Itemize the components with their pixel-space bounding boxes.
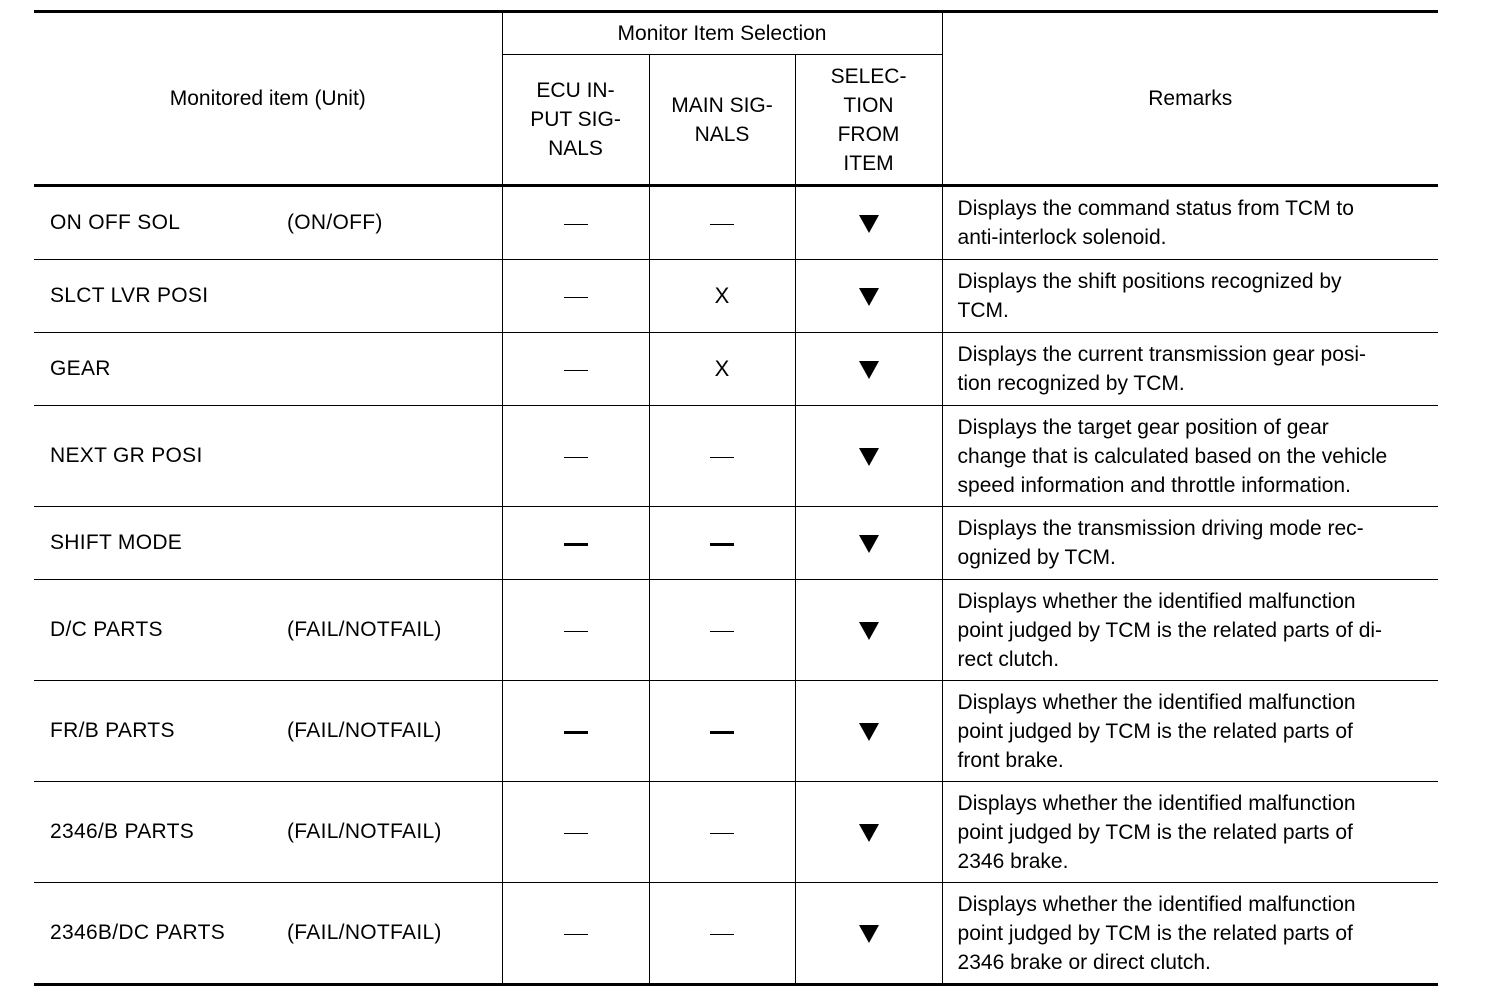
remarks-cell	[942, 507, 1438, 580]
remark-line: point judged by TCM is the related parts of	[957, 921, 1353, 945]
header-selection-line: FROM	[837, 122, 900, 146]
table-row	[34, 883, 1438, 985]
remark-line: TCM.	[957, 299, 1009, 322]
dash-marker-icon	[564, 370, 588, 371]
item-unit: (FAIL/NOTFAIL)	[287, 820, 442, 843]
remark-line: Displays whether the identified malfunction	[957, 589, 1356, 613]
main-signals-cell	[649, 406, 795, 507]
triangle-marker-icon	[859, 535, 879, 553]
remark-line: 2346 brake.	[957, 849, 1069, 873]
remark-line: tion recognized by TCM.	[957, 372, 1185, 395]
remark-line: Displays whether the identified malfunction	[957, 690, 1356, 714]
ecu-input-signals-cell	[502, 782, 649, 883]
table-row	[34, 580, 1438, 681]
header-ecu-line: ECU IN-	[536, 79, 615, 102]
dash-marker-icon	[564, 631, 588, 632]
header-ecu-line: PUT SIG-	[530, 108, 621, 131]
remark-line: rect clutch.	[957, 647, 1060, 671]
table-row	[34, 260, 1438, 333]
remark-line: point judged by TCM is the related parts of di-	[957, 618, 1383, 642]
dash-marker-icon	[710, 833, 734, 834]
remarks-cell	[942, 580, 1438, 681]
remark-line: Displays the shift positions recognized by	[957, 270, 1342, 293]
table-row	[34, 681, 1438, 782]
dash-marker-icon	[564, 224, 588, 225]
monitored-item-cell	[34, 406, 502, 507]
triangle-marker-icon	[859, 215, 879, 233]
main-signals-cell	[649, 883, 795, 985]
monitored-item-cell	[34, 782, 502, 883]
table-row	[34, 333, 1438, 406]
item-unit: (FAIL/NOTFAIL)	[287, 719, 442, 742]
header-ecu-input-signals	[502, 55, 649, 186]
dash-marker-icon	[564, 833, 588, 834]
remark-line: ognized by TCM.	[957, 546, 1116, 569]
selection-from-item-cell	[795, 580, 942, 681]
remarks-cell	[942, 883, 1438, 985]
main-signals-cell	[649, 260, 795, 333]
remark-line: Displays the command status from TCM to	[957, 197, 1354, 220]
header-ecu-line: NALS	[548, 137, 603, 160]
item-name: 2346/B PARTS	[50, 820, 195, 843]
header-main-line: NALS	[694, 122, 750, 146]
remark-line: change that is calculated based on the vehicle	[957, 444, 1388, 468]
main-signals-cell	[649, 782, 795, 883]
dash-marker-icon	[710, 457, 734, 458]
remarks-cell	[942, 782, 1438, 883]
remark-line: Displays the target gear position of gear	[957, 415, 1329, 439]
x-marker: X	[714, 356, 730, 381]
selection-from-item-cell	[795, 681, 942, 782]
header-selection-line: SELEC-	[830, 64, 907, 88]
triangle-marker-icon	[859, 361, 879, 379]
selection-from-item-cell	[795, 883, 942, 985]
dash-marker-icon	[564, 297, 588, 298]
triangle-marker-icon	[859, 288, 879, 306]
remark-line: Displays whether the identified malfunction	[957, 892, 1356, 916]
selection-from-item-cell	[795, 186, 942, 260]
ecu-input-signals-cell	[502, 883, 649, 985]
remark-line: anti-interlock solenoid.	[957, 226, 1167, 249]
item-name: SLCT LVR POSI	[50, 284, 209, 307]
header-monitor-item-selection: Monitor Item Selection	[502, 12, 942, 55]
main-signals-cell	[649, 580, 795, 681]
item-unit: (FAIL/NOTFAIL)	[287, 921, 442, 944]
item-unit: (FAIL/NOTFAIL)	[287, 618, 442, 641]
item-name: NEXT GR POSI	[50, 444, 203, 467]
header-selection-from-item	[795, 55, 942, 186]
dash-marker-icon	[710, 934, 734, 935]
monitored-item-cell	[34, 507, 502, 580]
monitored-item-cell	[34, 333, 502, 406]
dash-marker-icon	[564, 543, 588, 546]
header-monitored-item: Monitored item (Unit)	[34, 12, 502, 186]
selection-from-item-cell	[795, 406, 942, 507]
dash-marker-icon	[710, 543, 734, 546]
dash-marker-icon	[564, 457, 588, 458]
remarks-cell	[942, 186, 1438, 260]
item-name: FR/B PARTS	[50, 719, 175, 742]
remark-line: point judged by TCM is the related parts of	[957, 820, 1353, 844]
header-remarks: Remarks	[942, 12, 1438, 186]
item-name: 2346B/DC PARTS	[50, 921, 225, 944]
monitored-item-cell	[34, 580, 502, 681]
header-main-line: MAIN SIG-	[671, 93, 773, 117]
remark-line: Displays whether the identified malfunction	[957, 791, 1356, 815]
remarks-cell	[942, 260, 1438, 333]
item-name: SHIFT MODE	[50, 531, 183, 554]
table-row	[34, 406, 1438, 507]
ecu-input-signals-cell	[502, 333, 649, 406]
item-name: ON OFF SOL	[50, 211, 181, 234]
remark-line: speed information and throttle information.	[957, 473, 1351, 497]
monitored-item-cell	[34, 260, 502, 333]
ecu-input-signals-cell	[502, 406, 649, 507]
selection-from-item-cell	[795, 333, 942, 406]
remark-line: Displays the transmission driving mode rec-	[957, 517, 1364, 540]
remarks-cell	[942, 406, 1438, 507]
remarks-cell	[942, 681, 1438, 782]
monitor-item-table	[34, 10, 1438, 986]
monitored-item-cell	[34, 681, 502, 782]
selection-from-item-cell	[795, 507, 942, 580]
remark-line: front brake.	[957, 748, 1064, 772]
ecu-input-signals-cell	[502, 507, 649, 580]
selection-from-item-cell	[795, 782, 942, 883]
item-name: D/C PARTS	[50, 618, 163, 641]
remark-line: Displays the current transmission gear posi-	[957, 343, 1367, 366]
x-marker: X	[714, 283, 730, 308]
ecu-input-signals-cell	[502, 260, 649, 333]
monitored-item-cell	[34, 186, 502, 260]
item-unit: (ON/OFF)	[287, 211, 383, 234]
remark-line: point judged by TCM is the related parts of	[957, 719, 1353, 743]
ecu-input-signals-cell	[502, 681, 649, 782]
header-main-signals	[649, 55, 795, 186]
main-signals-cell	[649, 681, 795, 782]
main-signals-cell	[649, 333, 795, 406]
main-signals-cell	[649, 507, 795, 580]
dash-marker-icon	[710, 224, 734, 225]
remarks-cell	[942, 333, 1438, 406]
monitored-item-cell	[34, 883, 502, 985]
ecu-input-signals-cell	[502, 580, 649, 681]
table-row	[34, 186, 1438, 260]
main-signals-cell	[649, 186, 795, 260]
table-row	[34, 507, 1438, 580]
table-row	[34, 782, 1438, 883]
triangle-marker-icon	[859, 622, 879, 640]
header-selection-line: ITEM	[843, 151, 894, 175]
dash-marker-icon	[710, 631, 734, 632]
triangle-marker-icon	[859, 448, 879, 466]
remark-line: 2346 brake or direct clutch.	[957, 950, 1211, 974]
item-name: GEAR	[50, 357, 111, 380]
triangle-marker-icon	[859, 824, 879, 842]
triangle-marker-icon	[859, 723, 879, 741]
triangle-marker-icon	[859, 925, 879, 943]
header-selection-line: TION	[843, 93, 894, 117]
dash-marker-icon	[564, 934, 588, 935]
dash-marker-icon	[564, 731, 588, 734]
ecu-input-signals-cell	[502, 186, 649, 260]
dash-marker-icon	[710, 731, 734, 734]
selection-from-item-cell	[795, 260, 942, 333]
